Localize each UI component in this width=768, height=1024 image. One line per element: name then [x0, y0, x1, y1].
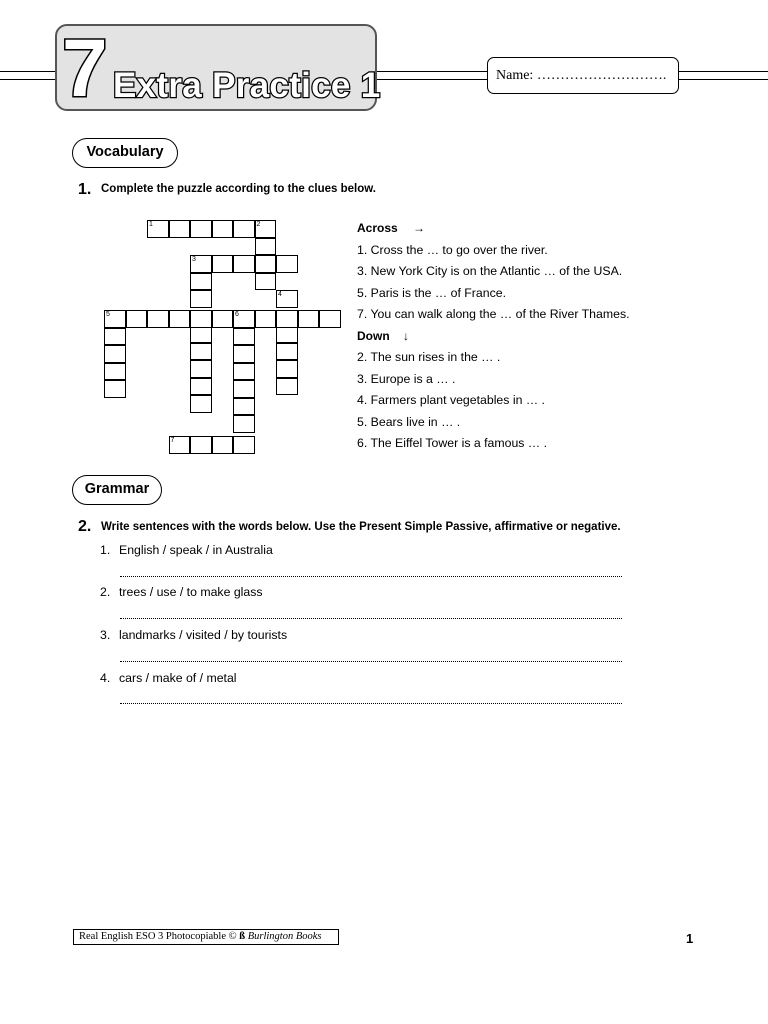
across-heading [357, 221, 425, 235]
clue-number-7: 7 [170, 437, 175, 444]
copyright-notice [73, 929, 339, 945]
item-prompt: landmarks / visited / by tourists [119, 628, 288, 642]
item-prompt: cars / make of / metal [119, 671, 237, 685]
crossword-cell[interactable] [233, 436, 255, 454]
crossword-cell[interactable] [298, 310, 320, 328]
item-number: 2. [100, 585, 111, 599]
crossword-cell[interactable] [190, 436, 212, 454]
crossword-cell[interactable] [276, 360, 298, 378]
down-clue-3: 3. Europe is a … . [357, 372, 456, 386]
unit-number: 7 [62, 23, 108, 114]
crossword-cell[interactable] [190, 325, 212, 343]
page-number: 1 [686, 931, 694, 946]
crossword-cell[interactable] [233, 380, 255, 398]
crossword-cell[interactable] [190, 220, 212, 238]
crossword-cell[interactable] [104, 345, 126, 363]
answer-line-4[interactable] [120, 703, 622, 704]
vocabulary-section-label: Vocabulary [72, 138, 178, 168]
crossword-cell[interactable] [169, 436, 191, 454]
item-number: 1. [100, 543, 111, 557]
crossword-cell[interactable] [276, 290, 298, 308]
crossword-cell[interactable] [319, 310, 341, 328]
across-clue-3: 3. New York City is on the Atlantic … of the USA. [357, 264, 623, 278]
item-number: 4. [100, 671, 111, 685]
grammar-item-2 [100, 585, 263, 599]
crossword-cell[interactable] [190, 290, 212, 308]
down-clue-5: 5. Bears live in … . [357, 415, 461, 429]
crossword-cell[interactable] [276, 255, 298, 273]
crossword-cell[interactable] [233, 310, 255, 328]
crossword-cell[interactable] [233, 328, 255, 346]
crossword-cell[interactable] [126, 310, 148, 328]
answer-line-1[interactable] [120, 576, 622, 577]
grammar-section-label: Grammar [72, 475, 162, 505]
crossword-cell[interactable] [104, 363, 126, 381]
crossword-cell[interactable] [104, 380, 126, 398]
crossword-cell[interactable] [190, 395, 212, 413]
crossword-cell[interactable] [212, 310, 234, 328]
down-clue-4: 4. Farmers plant vegetables in … . [357, 393, 545, 407]
crossword-cell[interactable] [233, 398, 255, 416]
across-heading-text: Across [357, 221, 398, 235]
crossword-cell[interactable] [255, 255, 277, 273]
crossword-cell[interactable] [147, 310, 169, 328]
crossword-cell[interactable] [212, 220, 234, 238]
grammar-item-4 [100, 671, 237, 685]
crossword-cell[interactable] [233, 415, 255, 433]
arrow-right-icon: → [413, 221, 426, 235]
crossword-cell[interactable] [233, 220, 255, 238]
crossword-cell[interactable] [190, 360, 212, 378]
arrow-down-icon: ↓ [403, 329, 410, 343]
crossword-cell[interactable] [276, 343, 298, 361]
task-2-number: 2. [78, 518, 92, 535]
clue-number-6: 6 [235, 311, 239, 318]
crossword-cell[interactable] [276, 310, 298, 328]
across-clue-1: 1. Cross the … to go over the river. [357, 243, 548, 257]
down-clue-6: 6. The Eiffel Tower is a famous … . [357, 436, 548, 450]
crossword-cell[interactable] [276, 378, 298, 396]
crossword-cell[interactable] [104, 328, 126, 346]
item-prompt: English / speak / in Australia [119, 543, 273, 557]
crossword-cell[interactable] [233, 345, 255, 363]
answer-line-3[interactable] [120, 661, 622, 662]
crossword-cell[interactable] [190, 273, 212, 291]
crossword-cell[interactable] [255, 220, 277, 238]
down-heading-text: Down [357, 329, 390, 343]
item-prompt: trees / use / to make glass [119, 585, 263, 599]
crossword-cell[interactable] [255, 310, 277, 328]
crossword-cell[interactable] [212, 255, 234, 273]
task-1-instruction: Complete the puzzle according to the clues below. [101, 183, 376, 195]
copyright-text: Real English ESO 3 Photocopiable © [79, 931, 240, 942]
crossword-cell[interactable] [255, 238, 277, 256]
across-clue-5: 5. Paris is the … of France. [357, 286, 506, 300]
down-clue-2: 2. The sun rises in the … . [357, 350, 501, 364]
crossword-cell[interactable] [190, 310, 212, 328]
clue-number-3: 3 [192, 256, 196, 263]
crossword-cell[interactable] [169, 220, 191, 238]
across-clue-7: 7. You can walk along the … of the River Thames. [357, 307, 630, 321]
publisher-logo-icon: ß [239, 931, 246, 942]
clue-number-2: 2 [256, 221, 261, 228]
clue-number-1: 1 [149, 221, 153, 228]
task-1-number: 1. [78, 181, 92, 198]
grammar-item-3 [100, 628, 287, 642]
clue-number-5: 5 [106, 311, 110, 318]
clue-number-4: 4 [278, 291, 282, 298]
crossword-cell[interactable] [190, 343, 212, 361]
crossword-cell[interactable] [255, 273, 277, 291]
crossword-cell[interactable] [233, 255, 255, 273]
grammar-item-1 [100, 543, 273, 557]
crossword-cell[interactable] [169, 310, 191, 328]
down-heading [357, 329, 409, 343]
item-number: 3. [100, 628, 111, 642]
crossword-cell[interactable] [190, 255, 212, 273]
crossword-cell[interactable] [190, 378, 212, 396]
page-title: Extra Practice 1 [113, 66, 381, 105]
crossword-cell[interactable] [212, 436, 234, 454]
crossword-cell[interactable] [147, 220, 169, 238]
publisher-name: Burlington Books [247, 931, 322, 942]
task-2-instruction: Write sentences with the words below. Use the Present Simple Passive, affirmative or negative. [101, 521, 621, 533]
name-field[interactable]: Name: ………………………. [487, 57, 679, 94]
crossword-cell[interactable] [104, 310, 126, 328]
crossword-cell[interactable] [276, 325, 298, 343]
answer-line-2[interactable] [120, 618, 622, 619]
crossword-cell[interactable] [233, 363, 255, 381]
